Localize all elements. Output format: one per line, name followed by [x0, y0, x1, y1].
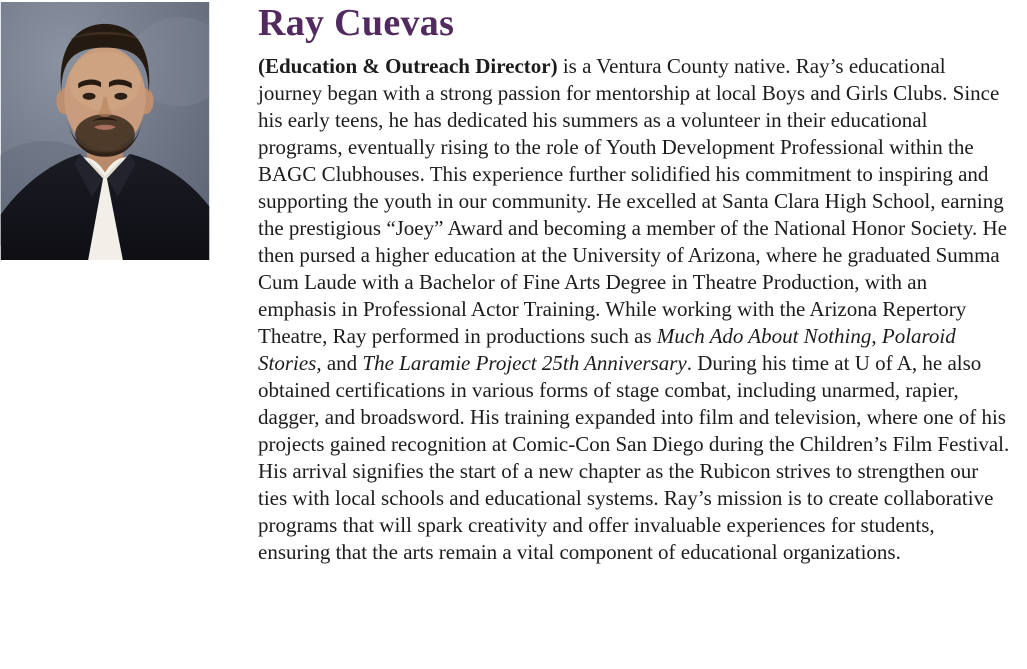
bio-segment: is a Ventura County native. Ray’s educational journey began with a strong passion for mentorship at local Boys and Girls Clubs. Since his early teens, he has dedicated his summers as a volunteer in their educational programs, eventually rising to the role of Youth Development Professional within the BAGC Clubhouses. This experience further solidified his commitment to inspiring and supporting the youth in our community. He excelled at Santa Clara High School, earning the prestigious “Joey” Award and becoming a member of the National Honor Society. He then pursed a higher education at the University of Arizona, where he graduated Summa Cum Laude with a Bachelor of Fine Arts Degree in Theatre Production, with an emphasis in Professional Actor Training. While working with the Arizona Repertory Theatre, Ray performed in productions such as [258, 54, 1007, 348]
portrait-photo [0, 2, 210, 260]
bio-segment: . During his time at U of A, he also obtained certifications in various forms of stage combat, including unarmed, rapier, dagger, and broadsword. His training expanded into film and television, where one of his projects gained recognition at Comic-Con San Diego during the Children’s Film Festival. His arrival signifies the start of a new chapter as the Rubicon strives to strengthen our ties with local schools and educational systems. Ray’s mission is to create collaborative programs that will spark creativity and offer invaluable experiences for students, ensuring that the arts remain a vital component of educational organizations. [258, 351, 1010, 564]
bio-segment: The Laramie Project 25th Anniversary [362, 351, 687, 375]
page-title: Ray Cuevas [258, 2, 455, 44]
bio-segment: (Education & Outreach Director) [258, 54, 558, 78]
bio-segment: , [871, 324, 882, 348]
bio-paragraph [258, 53, 1010, 566]
bio-segment: , and [316, 351, 363, 375]
bio-segment: Much Ado About Nothing [656, 324, 872, 348]
bio-content [258, 0, 1010, 587]
bio-segment: Polaroid Stories [258, 324, 956, 375]
